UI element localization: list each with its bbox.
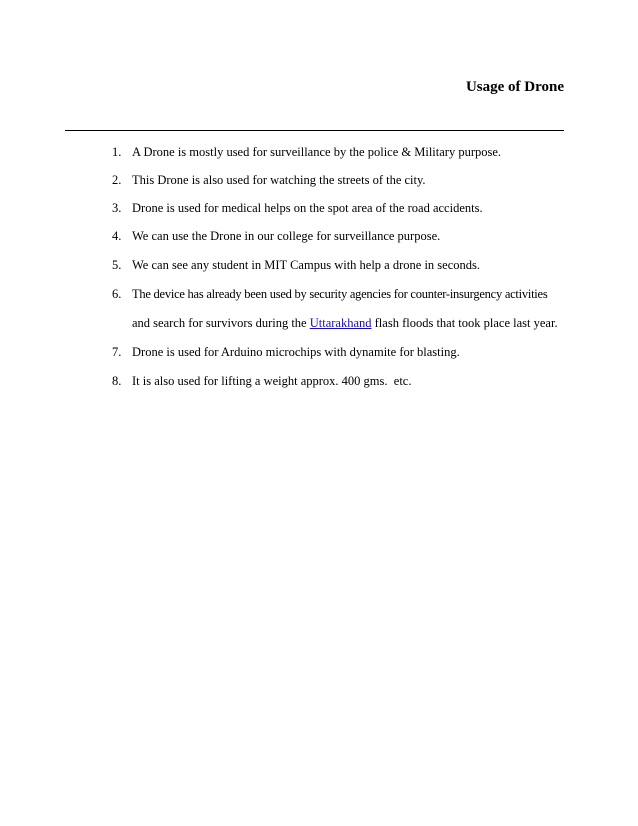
list-item-text: It is also used for lifting a weight approx. 400 gms. etc. (132, 374, 412, 388)
list-item-number: 1. (112, 145, 122, 159)
list-item-number: 2. (112, 173, 122, 187)
list-item-number: 3. (112, 201, 122, 215)
uttarakhand-link[interactable]: Uttarakhand (309, 316, 372, 330)
list-item-text: We can use the Drone in our college for surveillance purpose. (132, 229, 441, 243)
list-item-text: flash floods that took place last year. (371, 316, 558, 330)
list-item-number: 5. (112, 258, 122, 272)
list-item (112, 286, 547, 302)
list-item-continuation (132, 315, 558, 331)
list-item-number: 8. (112, 374, 122, 388)
list-item-number: 4. (112, 229, 122, 243)
list-item-text: A Drone is mostly used for surveillance by the police & Military purpose. (132, 145, 502, 159)
list-item-text: Drone is used for medical helps on the spot area of the road accidents. (132, 201, 483, 215)
list-item (112, 200, 483, 216)
list-item-number: 6. (112, 287, 122, 301)
list-item-text: and search for survivors during the (132, 316, 310, 330)
list-item (112, 257, 480, 273)
list-item (112, 144, 501, 160)
list-item-text: The device has already been used by security agencies for counter-insurgency activities (132, 287, 548, 301)
list-item-number: 7. (112, 345, 122, 359)
list-item-text: Drone is used for Arduino microchips with dynamite for blasting. (132, 345, 460, 359)
list-item-text: This Drone is also used for watching the streets of the city. (132, 173, 426, 187)
list-item (112, 228, 440, 244)
list-item (112, 373, 411, 389)
list-item-text: We can see any student in MIT Campus with help a drone in seconds. (132, 258, 480, 272)
horizontal-rule (65, 130, 564, 131)
list-item (112, 172, 426, 188)
page-title: Usage of Drone (465, 79, 564, 95)
list-item (112, 344, 460, 360)
